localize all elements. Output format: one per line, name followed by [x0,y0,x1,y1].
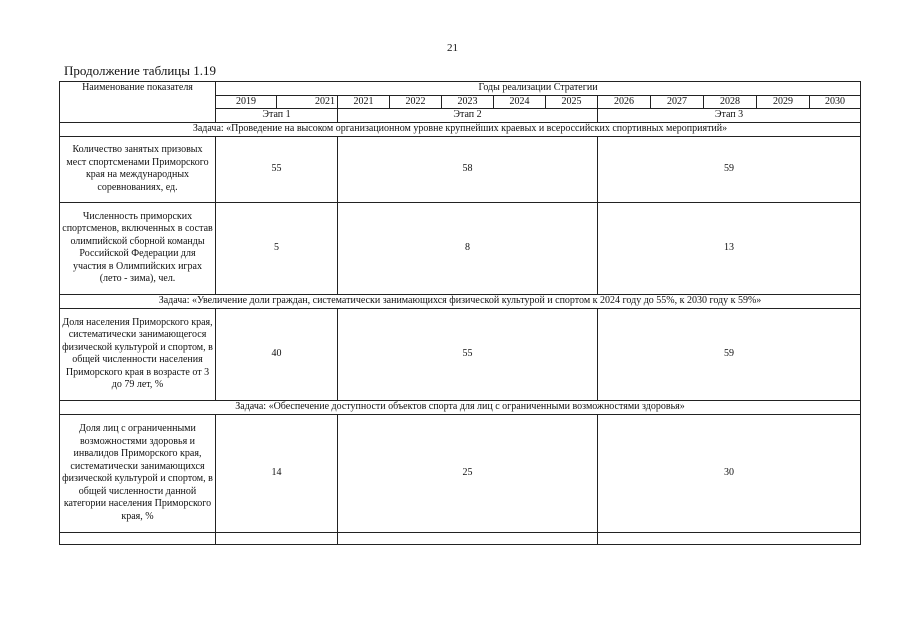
stage1-value: 55 [216,136,338,202]
header-stage: Этап 1 [216,109,338,123]
indicator-name: Доля населения Приморского края, систематически занимающегося физической культурой и спортом, в общей численности населения Приморского края в возрасте от 3 до 79 лет, % [60,308,216,400]
stage2-value: 58 [338,136,598,202]
stage2-value: 25 [338,414,598,532]
header-year: 2029 [757,95,810,109]
header-year: 2021 [277,95,338,109]
indicator-name: Доля лиц с ограниченными возможностями здоровья и инвалидов Приморского края, систематически занимающихся физической культурой и спортом, в общей численности данной категории населения Приморского края, % [60,414,216,532]
header-year: 2023 [442,95,494,109]
header-stage: Этап 3 [598,109,861,123]
table-caption: Продолжение таблицы 1.19 [64,63,216,78]
empty-cell [598,532,861,544]
header-year: 2027 [651,95,704,109]
stage3-value: 30 [598,414,861,532]
header-year: 2022 [390,95,442,109]
stage3-value: 59 [598,308,861,400]
stage1-value: 5 [216,202,338,294]
stage2-value: 8 [338,202,598,294]
stage3-value: 13 [598,202,861,294]
header-year: 2019 [216,95,277,109]
stage1-value: 40 [216,308,338,400]
header-year: 2026 [598,95,651,109]
indicators-table [59,81,861,545]
header-stage: Этап 2 [338,109,598,123]
header-year: 2025 [546,95,598,109]
task-heading: Задача: «Обеспечение доступности объектов спорта для лиц с ограниченными возможностями здоровья» [60,400,861,414]
task-heading: Задача: «Проведение на высоком организационном уровне крупнейших краевых и всероссийских спортивных мероприятий» [60,122,861,136]
task-heading: Задача: «Увеличение доли граждан, систематически занимающихся физической культурой и спортом к 2024 году до 55%, к 2030 году к 59%» [60,294,861,308]
indicator-name: Численность приморских спортсменов, включенных в состав олимпийской сборной команды Российской Федерации для участия в Олимпийских играх (лето - зима), чел. [60,202,216,294]
page-number: 21 [447,42,458,54]
header-year: 2021 [338,95,390,109]
header-year: 2024 [494,95,546,109]
stage3-value: 59 [598,136,861,202]
empty-cell [216,532,338,544]
empty-cell [60,532,216,544]
stage1-value: 14 [216,414,338,532]
header-indicator-name: Наименование показателя [60,82,216,123]
header-year: 2030 [810,95,861,109]
stage2-value: 55 [338,308,598,400]
indicator-name: Количество занятых призовых мест спортсменами Приморского края на международных соревнованиях, ед. [60,136,216,202]
header-year: 2028 [704,95,757,109]
empty-cell [338,532,598,544]
header-years-title: Годы реализации Стратегии [216,82,861,96]
